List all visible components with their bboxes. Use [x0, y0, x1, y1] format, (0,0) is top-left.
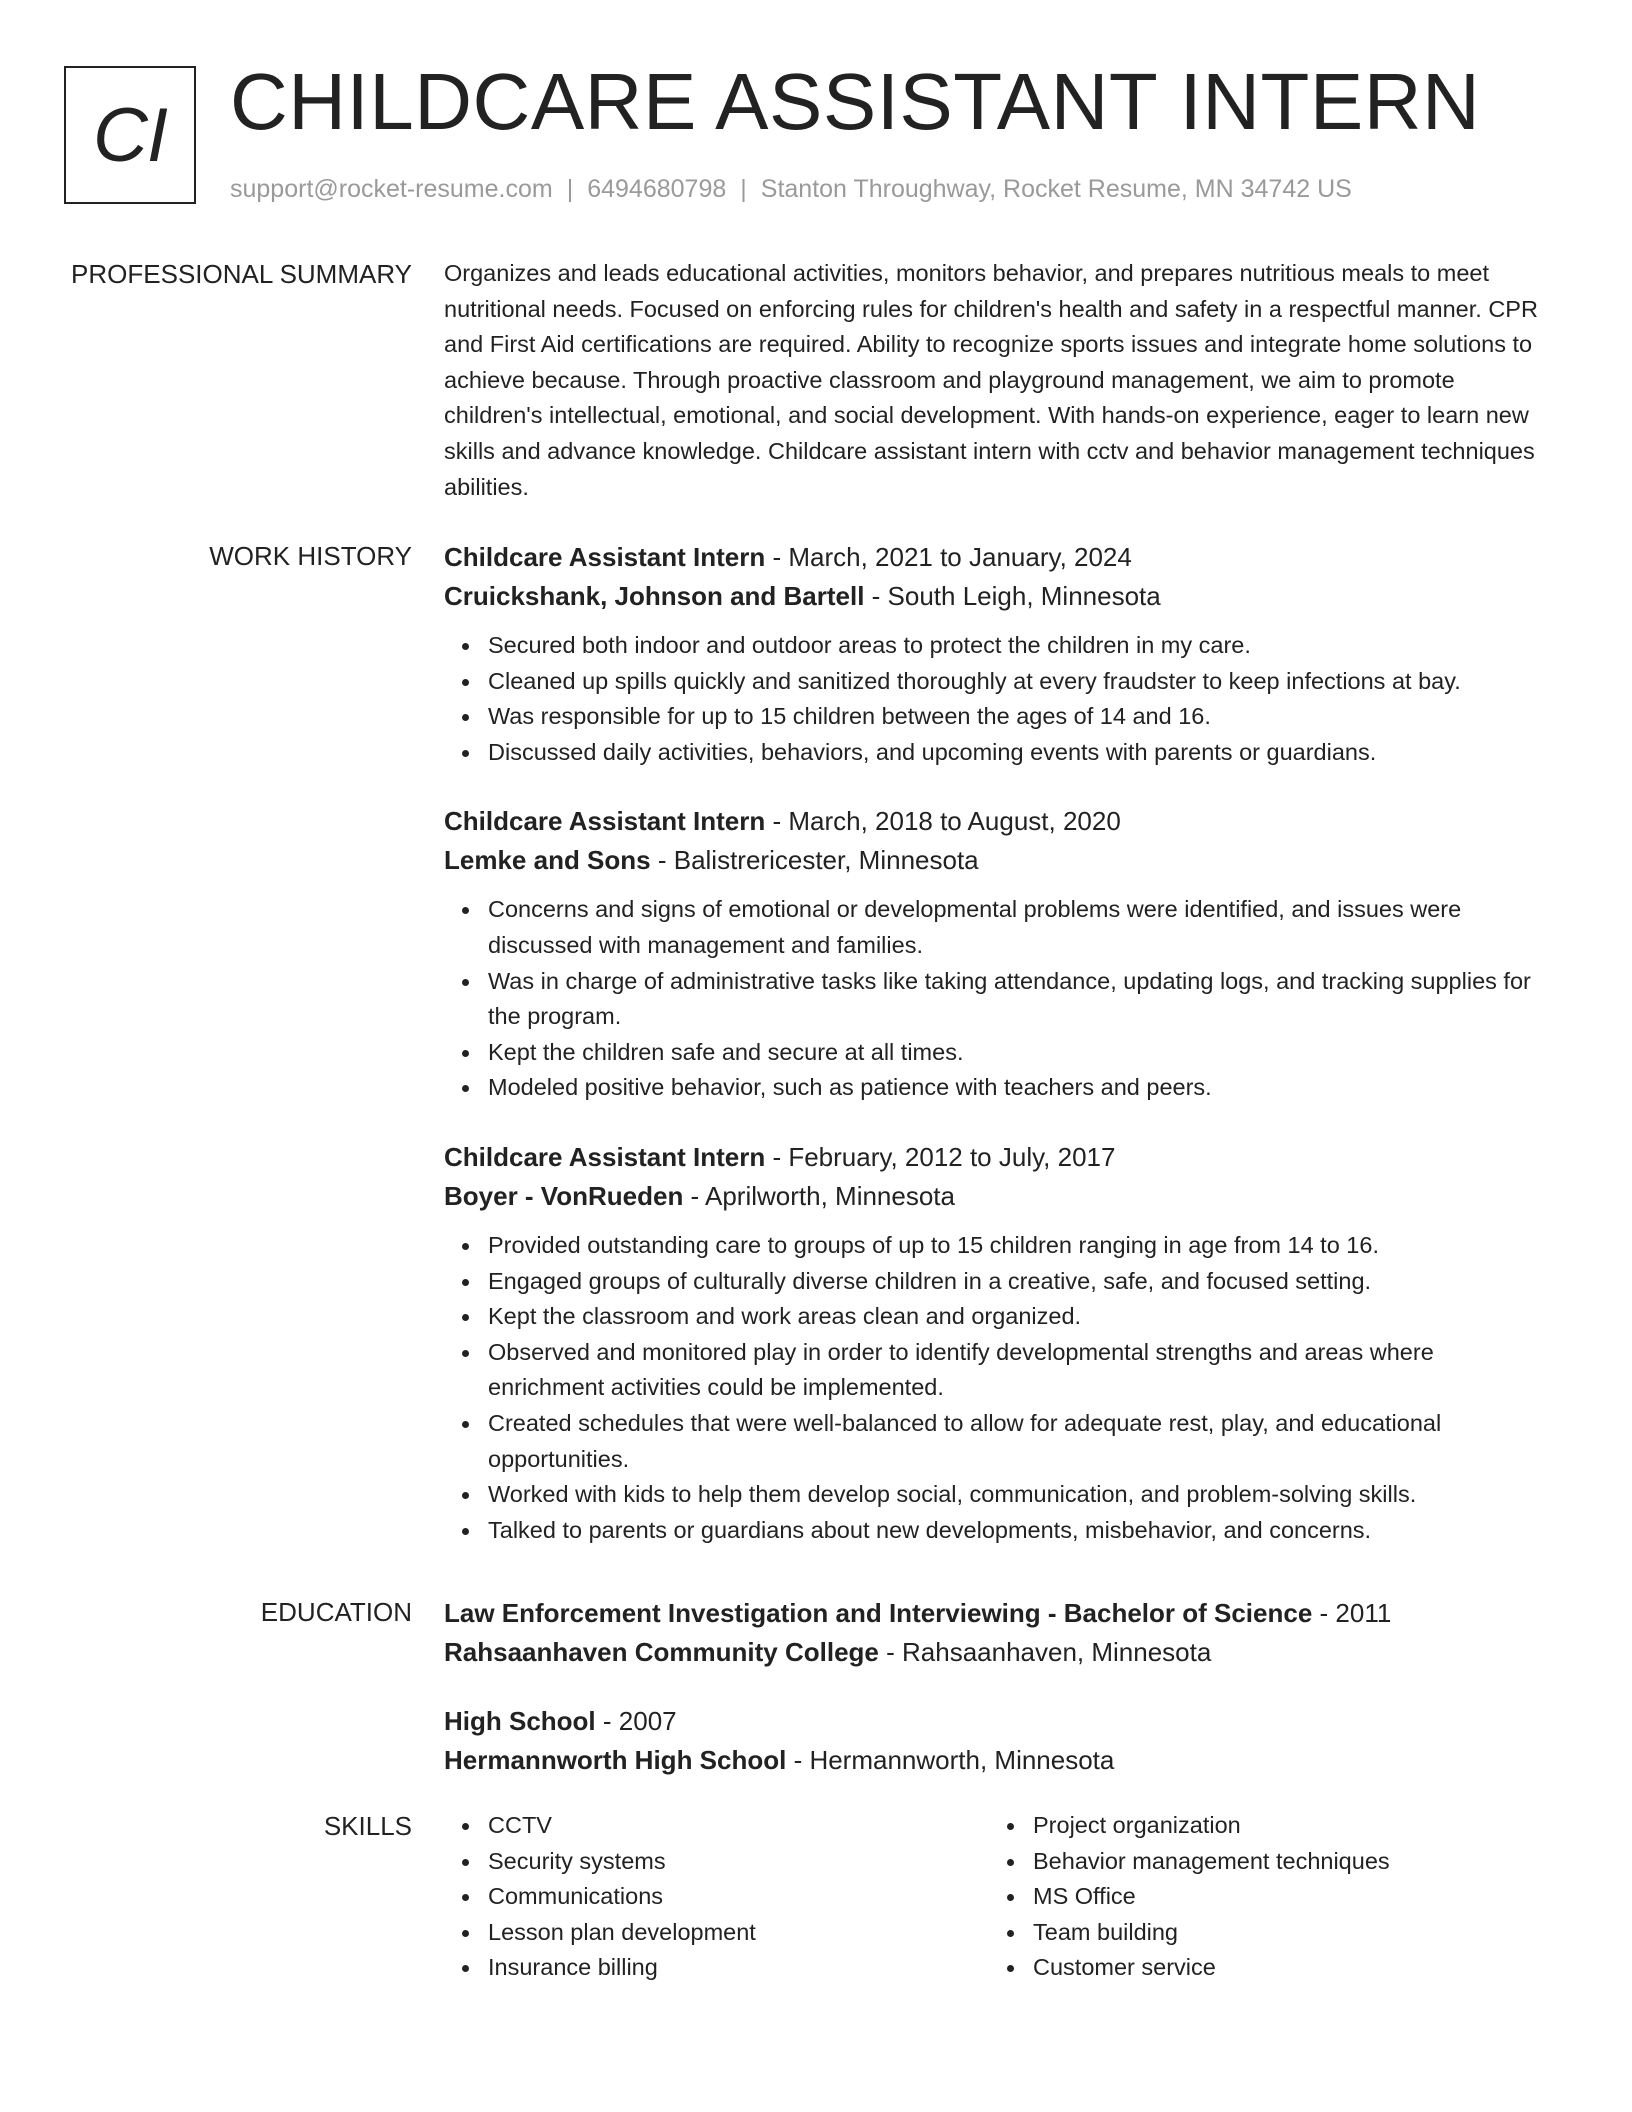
contact-separator: |	[566, 175, 574, 203]
job-dates: - March, 2021 to January, 2024	[765, 542, 1132, 572]
job-bullet: Engaged groups of culturally diverse children in a creative, safe, and focused setting.	[488, 1264, 1554, 1300]
work-history-heading: WORK HISTORY	[209, 541, 412, 571]
education-school-line	[444, 1741, 1554, 1780]
work-history-body	[444, 538, 1554, 1580]
job-bullet: Kept the children safe and secure at all times.	[488, 1035, 1554, 1071]
skill-item: MS Office	[1033, 1879, 1534, 1915]
job-bullet: Provided outstanding care to groups of up to 15 children ranging in age from 14 to 16.	[488, 1228, 1554, 1264]
job-company-line	[444, 1177, 1554, 1216]
skills-list	[989, 1808, 1534, 1986]
skill-item: Communications	[488, 1879, 989, 1915]
skill-item: Project organization	[1033, 1808, 1534, 1844]
education-school: Hermannworth High School	[444, 1745, 787, 1775]
job-bullet: Talked to parents or guardians about new developments, misbehavior, and concerns.	[488, 1513, 1554, 1549]
job-title-line	[444, 802, 1554, 841]
resume-title: CHILDCARE ASSISTANT INTERN	[230, 57, 1481, 146]
job-bullet: Modeled positive behavior, such as patience with teachers and peers.	[488, 1070, 1554, 1106]
job-title: Childcare Assistant Intern	[444, 806, 766, 837]
job-location: - Balistrericester, Minnesota	[650, 845, 979, 876]
education-school: Rahsaanhaven Community College	[444, 1637, 879, 1667]
skills-heading: SKILLS	[323, 1811, 412, 1841]
contact-phone[interactable]: 6494680798	[587, 175, 727, 203]
skills-body	[444, 1808, 1554, 1986]
education-location: - Rahsaanhaven, Minnesota	[878, 1637, 1212, 1667]
summary-body	[444, 256, 1554, 505]
job-company: Boyer - VonRueden	[444, 1180, 684, 1211]
education-degree-line	[444, 1702, 1554, 1741]
job-bullet: Concerns and signs of emotional or developmental problems were identified, and issues were discussed with management and families.	[488, 892, 1554, 963]
job-dates: - February, 2012 to July, 2017	[765, 1141, 1116, 1172]
job-bullet: Discussed daily activities, behaviors, and upcoming events with parents or guardians.	[488, 735, 1554, 771]
job-title-line	[444, 538, 1554, 577]
skill-item: Insurance billing	[488, 1950, 989, 1986]
skills-column-left	[444, 1808, 989, 1986]
job-title: Childcare Assistant Intern	[444, 1141, 766, 1172]
education-location: - Hermannworth, Minnesota	[786, 1745, 1115, 1775]
skill-item: Team building	[1033, 1915, 1534, 1951]
education-entry	[444, 1594, 1554, 1672]
job-bullet: Created schedules that were well-balanced to allow for adequate rest, play, and educational opportunities.	[488, 1406, 1554, 1477]
skill-item: Customer service	[1033, 1950, 1534, 1986]
job-entry	[444, 1138, 1554, 1548]
skills-list	[444, 1808, 989, 1986]
education-heading: EDUCATION	[260, 1597, 412, 1627]
education-degree: High School	[444, 1706, 596, 1736]
monogram-text: CI	[93, 92, 167, 178]
job-company: Lemke and Sons	[444, 845, 651, 876]
job-dates: - March, 2018 to August, 2020	[765, 806, 1121, 837]
job-bullet: Was in charge of administrative tasks like taking attendance, updating logs, and tracking supplies for the program.	[488, 964, 1554, 1035]
contact-email[interactable]: support@rocket-resume.com	[230, 175, 553, 203]
job-bullets	[444, 892, 1554, 1106]
education-year: - 2007	[595, 1706, 677, 1736]
contact-separator: |	[740, 175, 747, 203]
job-title: Childcare Assistant Intern	[444, 542, 766, 572]
summary-text: Organizes and leads educational activities, monitors behavior, and prepares nutritious meals to meet nutritional needs. Focused on enforcing rules for children's health and safety in a respectful manner. CPR and First Aid certifications are required. Ability to recognize sports issues and integrate home solutions to achieve because. Through proactive classroom and playground management, we aim to promote children's intellectual, emotional, and social development. With hands-on experience, eager to learn new skills and advance knowledge. Childcare assistant intern with cctv and behavior management techniques abilities.	[444, 260, 1538, 500]
job-bullet: Was responsible for up to 15 children between the ages of 14 and 16.	[488, 699, 1554, 735]
skill-item: CCTV	[488, 1808, 989, 1844]
job-bullet: Kept the classroom and work areas clean and organized.	[488, 1299, 1554, 1335]
job-entry	[444, 802, 1554, 1106]
job-bullets	[444, 628, 1554, 770]
job-bullet: Observed and monitored play in order to identify developmental strengths and areas where enrichment activities could be implemented.	[488, 1335, 1554, 1406]
job-company: Cruickshank, Johnson and Bartell	[444, 581, 865, 611]
skills-columns	[444, 1808, 1554, 1986]
education-degree: Law Enforcement Investigation and Interviewing - Bachelor of Science	[444, 1598, 1313, 1628]
education-entry	[444, 1702, 1554, 1780]
education-school-line	[444, 1633, 1554, 1672]
job-company-line	[444, 577, 1554, 616]
job-title-line	[444, 1138, 1554, 1177]
job-company-line	[444, 841, 1554, 880]
contact-line	[230, 172, 1352, 207]
education-degree-line	[444, 1594, 1554, 1633]
monogram-box	[64, 66, 196, 204]
contact-address: Stanton Throughway, Rocket Resume, MN 34742 US	[760, 175, 1352, 203]
skill-item: Behavior management techniques	[1033, 1844, 1534, 1880]
skill-item: Lesson plan development	[488, 1915, 989, 1951]
job-bullet: Worked with kids to help them develop social, communication, and problem-solving skills.	[488, 1477, 1554, 1513]
job-location: - Aprilworth, Minnesota	[683, 1180, 955, 1211]
job-bullet: Cleaned up spills quickly and sanitized thoroughly at every fraudster to keep infections at bay.	[488, 664, 1554, 700]
job-location: - South Leigh, Minnesota	[864, 581, 1161, 611]
skill-item: Security systems	[488, 1844, 989, 1880]
education-body	[444, 1594, 1554, 1810]
job-entry	[444, 538, 1554, 770]
job-bullets	[444, 1228, 1554, 1548]
summary-heading: PROFESSIONAL SUMMARY	[71, 259, 412, 289]
skills-column-right	[989, 1808, 1534, 1986]
job-bullet: Secured both indoor and outdoor areas to protect the children in my care.	[488, 628, 1554, 664]
education-year: - 2011	[1312, 1598, 1392, 1628]
